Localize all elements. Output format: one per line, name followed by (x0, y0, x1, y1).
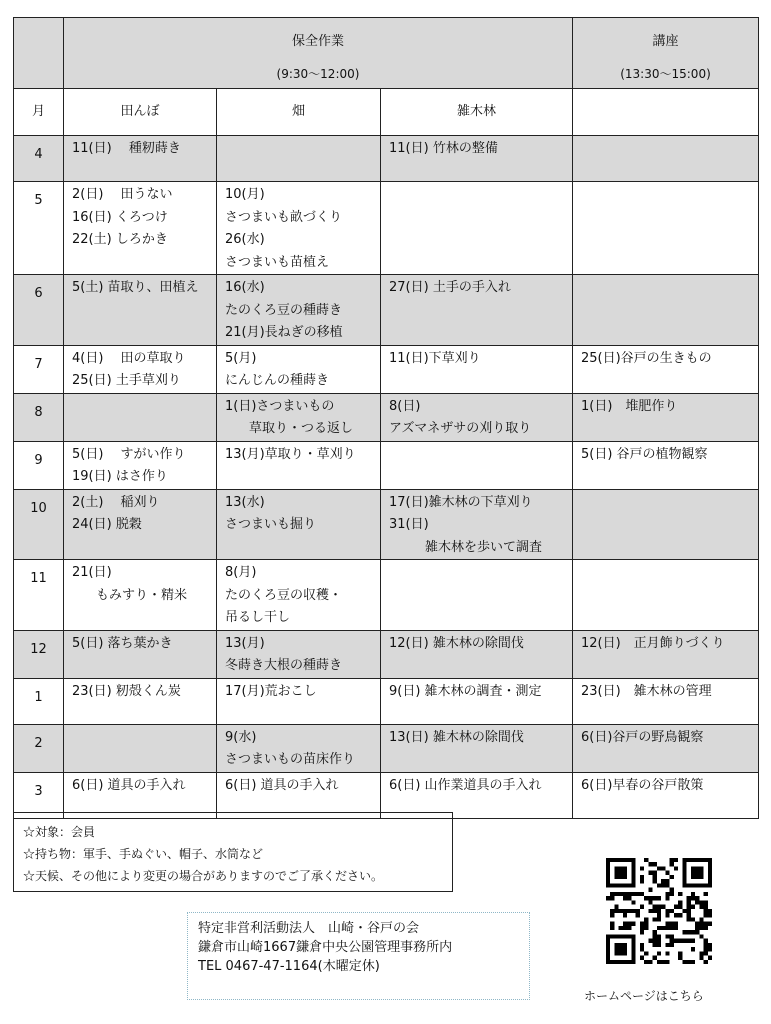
koza-column-header (573, 89, 759, 136)
zoki-entry: 27(日) 土手の手入れ (389, 280, 511, 295)
koza-entry: 25(日)谷戸の生きもの (581, 350, 712, 366)
koza-entry: 6(日)早春の谷戸散策 (581, 777, 704, 793)
zoki-cell (381, 136, 573, 182)
tanbo-entry: 2(土) 稲刈り (72, 494, 160, 510)
month-cell: 8 (14, 393, 64, 441)
tanbo-entry: 6(日) 道具の手入れ (72, 777, 186, 793)
month-row (14, 275, 759, 346)
zoki-entry: 11(日)下草刈り (389, 350, 481, 366)
hozen-title: 保全作業 (291, 34, 344, 49)
tanbo-cell (64, 678, 217, 724)
koza-entry: 6(日)谷戸の野鳥観察 (581, 729, 704, 745)
month-cell: 3 (14, 772, 64, 818)
month-row (14, 393, 759, 441)
koza-entry: 1(日) 堆肥作り (581, 398, 678, 414)
hozen-time: (9:30〜12:00) (276, 67, 360, 81)
month-cell: 7 (14, 345, 64, 393)
notes-box (13, 812, 453, 892)
tanbo-cell (64, 560, 217, 631)
month-cell: 1 (14, 678, 64, 724)
hatake-entry: さつまいも掘り (225, 517, 317, 532)
hatake-entry: 9(水) (225, 729, 257, 745)
org-address: 鎌倉市山崎1667鎌倉中央公園管理事務所内 (198, 940, 453, 955)
zoki-cell (381, 678, 573, 724)
month-row (14, 678, 759, 724)
zoki-cell (381, 393, 573, 441)
qr-caption[interactable]: ホームページはこちら (584, 989, 704, 1003)
hatake-entry: 13(月) (225, 635, 265, 651)
hatake-entry: 1(日)さつまいもの (225, 398, 335, 414)
tanbo-entry: 5(日) すがい作り (72, 446, 186, 462)
koza-cell (573, 441, 759, 489)
hatake-cell (217, 630, 381, 678)
zoki-entry: 6(日) 山作業道具の手入れ (389, 777, 542, 793)
hatake-entry: 26(水) (225, 232, 265, 247)
hatake-cell (217, 275, 381, 346)
month-cell: 6 (14, 275, 64, 346)
month-row (14, 136, 759, 182)
hatake-entry: 17(月)荒おこし (225, 683, 317, 699)
tanbo-entry: 11(日) 種籾蒔き (72, 141, 181, 156)
month-cell: 9 (14, 441, 64, 489)
tanbo-cell (64, 182, 217, 275)
koza-entry: 12(日) 正月飾りづくり (581, 635, 725, 651)
month-row (14, 489, 759, 560)
hatake-entry: 5(月) (225, 350, 257, 366)
hatake-cell (217, 182, 381, 275)
hatake-cell (217, 393, 381, 441)
tanbo-cell (64, 630, 217, 678)
month-column-header: 月 (14, 89, 64, 136)
month-cell: 10 (14, 489, 64, 560)
hatake-entry: さつまいも苗植え (225, 254, 330, 270)
koza-entry: 23(日) 雑木林の管理 (581, 683, 712, 699)
hatake-entry: 吊るし干し (225, 610, 291, 625)
notes-weather: ☆天候、その他により変更の場合がありますのでご了承ください。 (23, 869, 384, 883)
hatake-entry: たのくろ豆の収穫・ (225, 587, 343, 603)
koza-time: (13:30〜15:00) (620, 67, 711, 81)
tanbo-entry: 5(日) 落ち葉かき (72, 635, 173, 651)
koza-cell (573, 772, 759, 818)
hatake-entry: 草取り・つる返し (249, 421, 354, 436)
hatake-cell (217, 489, 381, 560)
tanbo-cell (64, 489, 217, 560)
hatake-entry: たのくろ豆の種蒔き (225, 302, 343, 318)
koza-title: 講座 (652, 34, 679, 49)
org-name: 特定非営利活動法人 山崎・谷戸の会 (198, 921, 420, 936)
tanbo-cell (64, 136, 217, 182)
month-row (14, 560, 759, 631)
zoki-cell (381, 275, 573, 346)
zoki-entry: 31(日) (389, 517, 429, 532)
hatake-cell (217, 345, 381, 393)
zoki-entry: アズマネザサの刈り取り (389, 421, 532, 436)
tanbo-entry: 23(日) 籾殻くん炭 (72, 683, 181, 699)
tanbo-entry: 2(日) 田うない (72, 187, 173, 202)
zoki-cell (381, 489, 573, 560)
zoki-entry: 13(日) 雑木林の除間伐 (389, 729, 524, 745)
koza-cell (573, 345, 759, 393)
month-row (14, 182, 759, 275)
month-row (14, 724, 759, 772)
zoki-entry: 12(日) 雑木林の除間伐 (389, 635, 524, 651)
notes-target: ☆対象：会員 (23, 825, 96, 839)
hatake-cell (217, 678, 381, 724)
month-row (14, 630, 759, 678)
hatake-cell (217, 560, 381, 631)
hatake-entry: 10(月) (225, 187, 265, 202)
tanbo-entry: 25(日) 土手草刈り (72, 373, 181, 388)
zoki-cell (381, 560, 573, 631)
tanbo-entry: 24(日) 脱穀 (72, 517, 142, 532)
zoki-entry: 9(日) 雑木林の調査・測定 (389, 683, 542, 699)
schedule-table (13, 17, 759, 819)
koza-entry: 5(日) 谷戸の植物観察 (581, 446, 708, 462)
month-cell: 2 (14, 724, 64, 772)
zokibayashi-column-header: 雑木林 (381, 89, 573, 136)
notes-items: ☆持ち物：軍手、手ぬぐい、帽子、水筒など (23, 847, 264, 861)
hatake-entry: 13(月)草取り・草刈り (225, 446, 356, 462)
month-cell: 5 (14, 182, 64, 275)
tanbo-entry: 4(日) 田の草取り (72, 350, 186, 366)
tanbo-entry: 19(日) はさ作り (72, 469, 168, 484)
hatake-entry: 13(水) (225, 494, 265, 510)
hatake-entry: 21(月)長ねぎの移植 (225, 325, 343, 340)
hatake-column-header: 畑 (217, 89, 381, 136)
koza-header (573, 18, 759, 89)
tanbo-cell (64, 393, 217, 441)
tanbo-cell (64, 724, 217, 772)
hatake-entry: にんじんの種蒔き (225, 373, 330, 388)
zoki-cell (381, 724, 573, 772)
koza-cell (573, 489, 759, 560)
tanbo-entry: 21(日) (72, 565, 112, 580)
tanbo-cell (64, 441, 217, 489)
koza-cell (573, 724, 759, 772)
koza-cell (573, 560, 759, 631)
schedule-body (14, 136, 759, 819)
tanbo-cell (64, 345, 217, 393)
qr-code-icon[interactable] (606, 858, 712, 964)
hatake-entry: 8(月) (225, 565, 257, 580)
tanbo-column-header: 田んぼ (64, 89, 217, 136)
month-cell: 12 (14, 630, 64, 678)
tanbo-cell (64, 275, 217, 346)
hatake-entry: さつまいもの苗床作り (225, 752, 356, 767)
org-tel: TEL 0467-47-1164(木曜定休) (198, 959, 380, 974)
hatake-cell (217, 441, 381, 489)
koza-cell (573, 182, 759, 275)
month-row (14, 441, 759, 489)
zoki-cell (381, 630, 573, 678)
hatake-cell (217, 136, 381, 182)
organization-box (187, 912, 530, 1000)
zoki-entry: 8(日) (389, 398, 421, 414)
koza-cell (573, 678, 759, 724)
month-cell: 11 (14, 560, 64, 631)
hatake-entry: 冬蒔き大根の種蒔き (225, 658, 343, 673)
zoki-cell (381, 182, 573, 275)
tanbo-entry: 22(土) しろかき (72, 232, 168, 247)
koza-cell (573, 393, 759, 441)
tanbo-entry: 16(日) くろつけ (72, 209, 168, 225)
zoki-cell (381, 345, 573, 393)
month-cell: 4 (14, 136, 64, 182)
koza-cell (573, 136, 759, 182)
hatake-entry: 6(日) 道具の手入れ (225, 777, 339, 793)
hatake-cell (217, 724, 381, 772)
zoki-cell (381, 441, 573, 489)
hatake-entry: 16(水) (225, 280, 265, 295)
koza-cell (573, 275, 759, 346)
tanbo-entry: もみすり・精米 (96, 587, 188, 603)
tanbo-entry: 5(土) 苗取り、田植え (72, 280, 199, 295)
zoki-entry: 11(日) 竹林の整備 (389, 141, 498, 156)
koza-cell (573, 630, 759, 678)
header-corner (14, 18, 64, 89)
hozen-header (64, 18, 573, 89)
zoki-entry: 雑木林を歩いて調査 (425, 539, 543, 555)
zoki-entry: 17(日)雑木林の下草刈り (389, 494, 533, 510)
month-row (14, 345, 759, 393)
hatake-entry: さつまいも畝づくり (225, 209, 343, 225)
